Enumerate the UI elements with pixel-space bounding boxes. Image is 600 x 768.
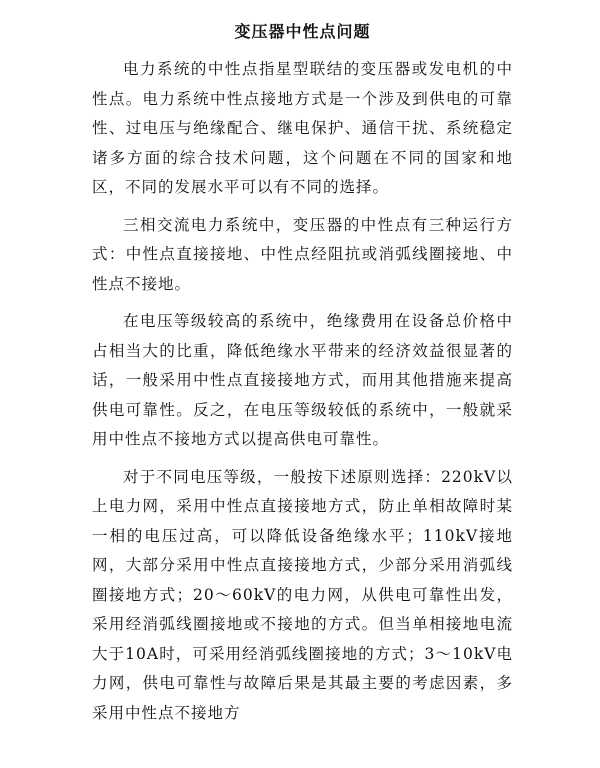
paragraph-selection-principles: 对于不同电压等级，一般按下述原则选择：220kV以上电力网，采用中性点直接接地方式，防止单相故障时某一相的电压过高，可以降低设备绝缘水平；110kV接地网，大部分采用中性点直接接地方式，少部分采用消弧线圈接地方式；20～60kV的电力网，从供电可靠性出发，采用经消弧线圈接地或不接地的方式。但当单相接地电流大于10A时，可采用经消弧线圈接地的方式；3～10kV电力网，供电可靠性与故障后果是其最主要的考虑因素，多采用中性点不接地方	[92, 467, 513, 722]
paragraph-operating-modes: 三相交流电力系统中，变压器的中性点有三种运行方式：中性点直接接地、中性点经阻抗或消弧线圈接地、中性点不接地。	[92, 215, 513, 293]
document-title: 变压器中性点问题	[234, 22, 371, 41]
paragraph-voltage-level: 在电压等级较高的系统中，绝缘费用在设备总价格中占相当大的比重，降低绝缘水平带来的经济效益很显著的话，一般采用中性点直接接地方式，而用其他措施来提高供电可靠性。反之，在电压等级较低的系统中，一般就采用中性点不接地方式以提高供电可靠性。	[92, 312, 513, 448]
paragraph-definition: 电力系统的中性点指星型联结的变压器或发电机的中性点。电力系统中性点接地方式是一个涉及到供电的可靠性、过电压与绝缘配合、继电保护、通信干扰、系统稳定诸多方面的综合技术问题，这个问题在不同的国家和地区，不同的发展水平可以有不同的选择。	[92, 60, 513, 196]
